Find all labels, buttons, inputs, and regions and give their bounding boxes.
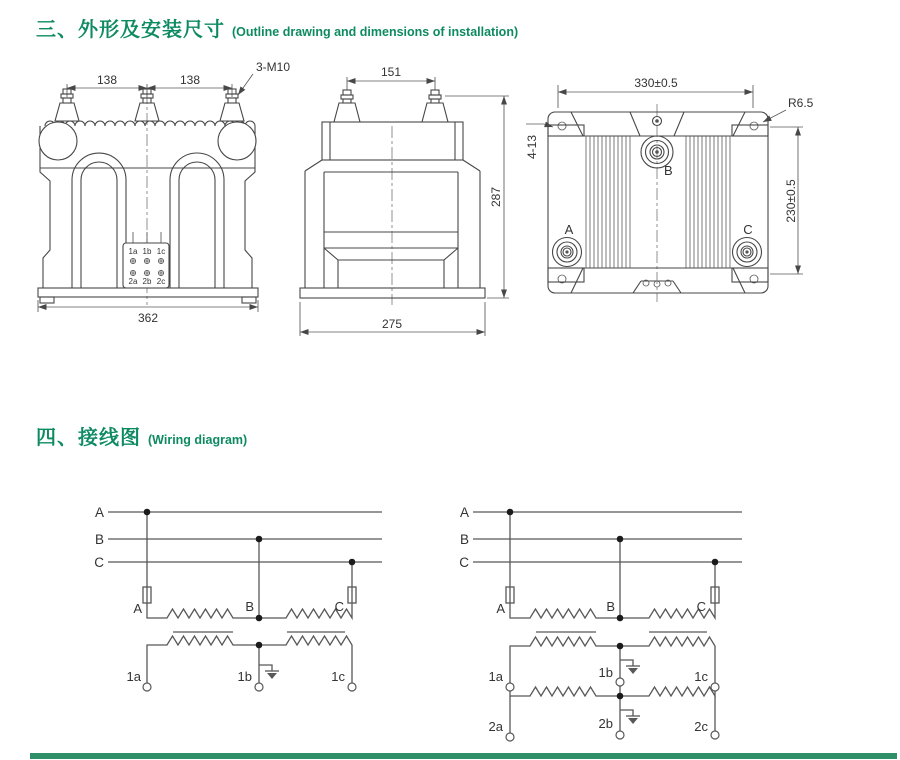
front-right-roller bbox=[218, 122, 256, 160]
top-bushing-C bbox=[733, 238, 762, 267]
wiring-right-diagram bbox=[459, 505, 742, 741]
terminal-label-1a: 1a bbox=[128, 247, 138, 256]
side-dim-287-label: 287 bbox=[489, 186, 503, 208]
side-head bbox=[305, 122, 480, 171]
wl-terminal-circles bbox=[143, 683, 356, 691]
terminal-label-2b: 2b bbox=[142, 277, 152, 286]
section-wiring-title-en: (Wiring diagram) bbox=[148, 433, 248, 447]
top-bushing-B-label: B bbox=[664, 163, 673, 178]
top-bands bbox=[548, 112, 768, 293]
front-dim-138-right-label: 138 bbox=[179, 73, 201, 87]
front-left-roller bbox=[39, 122, 77, 160]
wiring-left-bus-lines bbox=[108, 512, 382, 562]
footer-accent-bar bbox=[30, 753, 897, 759]
section-wiring-title-cn: 四、接线图 bbox=[36, 427, 141, 449]
front-dim-362-label: 362 bbox=[137, 311, 159, 325]
top-corner-radius-leader bbox=[763, 110, 786, 122]
wr-terminal-2c-label: 2c bbox=[694, 719, 708, 734]
wr-bus-B-label: B bbox=[459, 532, 469, 547]
top-view-drawing bbox=[525, 76, 814, 302]
side-bolts bbox=[334, 90, 448, 122]
top-bushing-A bbox=[553, 238, 582, 267]
top-bushing-A-label: A bbox=[564, 222, 574, 237]
wiring-right-bus-lines bbox=[473, 512, 742, 562]
wr-primary-C-label: C bbox=[696, 599, 706, 614]
terminal-label-2a: 2a bbox=[128, 277, 138, 286]
wiring-left-diagram bbox=[94, 505, 382, 691]
wr-terminal-1b-label: 1b bbox=[598, 665, 613, 680]
wl-terminal-1a-label: 1a bbox=[126, 669, 141, 684]
front-bolts bbox=[55, 89, 244, 121]
wr-ground-symbol-1 bbox=[620, 660, 640, 674]
section-outline-title-cn: 三、外形及安装尺寸 bbox=[36, 19, 225, 41]
section-outline-title-en: (Outline drawing and dimensions of installation) bbox=[232, 25, 519, 39]
terminal-label-1b: 1b bbox=[142, 247, 152, 256]
wl-junction-dots bbox=[144, 509, 356, 649]
side-body bbox=[300, 171, 485, 298]
terminal-label-2c: 2c bbox=[156, 277, 166, 286]
top-holes-callout-leader bbox=[526, 124, 553, 127]
wl-primary-B-label: B bbox=[245, 599, 254, 614]
wl-terminal-1c-label: 1c bbox=[331, 669, 345, 684]
front-bolt-callout-leader bbox=[238, 74, 253, 95]
wl-bus-A-label: A bbox=[94, 505, 104, 520]
wl-bus-C-label: C bbox=[94, 555, 104, 570]
wl-primary-A-label: A bbox=[133, 601, 142, 616]
top-mounting-holes bbox=[558, 122, 758, 283]
front-dim-138 bbox=[67, 84, 232, 97]
top-outline bbox=[548, 112, 768, 293]
wl-terminal-1b-label: 1b bbox=[237, 669, 252, 684]
wl-bus-B-label: B bbox=[94, 532, 104, 547]
wr-terminal-1a-label: 1a bbox=[488, 669, 503, 684]
front-bolt-callout-label: 3-M10 bbox=[256, 60, 291, 74]
top-dim-330-label: 330±0.5 bbox=[634, 76, 678, 90]
wr-terminal-1c-label: 1c bbox=[694, 669, 708, 684]
wr-ground-symbol-2 bbox=[620, 710, 640, 724]
wr-bus-A-label: A bbox=[459, 505, 469, 520]
front-left-profile bbox=[40, 168, 50, 288]
wr-secondary2-winding bbox=[510, 687, 715, 696]
wr-primary-A-label: A bbox=[496, 601, 505, 616]
terminal-label-1c: 1c bbox=[156, 247, 166, 256]
front-right-profile bbox=[245, 168, 255, 288]
front-terminal-leads bbox=[133, 232, 161, 243]
front-view-drawing bbox=[38, 60, 290, 325]
side-dim-275-label: 275 bbox=[381, 317, 403, 331]
top-holes-callout-label: 4-13 bbox=[525, 134, 539, 160]
wl-primary-C-label: C bbox=[334, 599, 344, 614]
front-corrugation bbox=[45, 121, 255, 126]
front-dim-138-left-label: 138 bbox=[96, 73, 118, 87]
wr-terminal-2a-label: 2a bbox=[488, 719, 503, 734]
top-fins-right bbox=[686, 136, 730, 268]
top-bushing-C-label: C bbox=[743, 222, 753, 237]
side-dim-151-label: 151 bbox=[380, 65, 402, 79]
wr-bus-C-label: C bbox=[459, 555, 469, 570]
top-center-bolt-core bbox=[655, 119, 659, 123]
top-fins-left bbox=[586, 136, 630, 268]
side-view-drawing bbox=[300, 65, 509, 336]
top-corner-radius-label: R6.5 bbox=[788, 96, 814, 110]
front-terminal-box bbox=[123, 243, 169, 288]
wr-terminal-2b-label: 2b bbox=[598, 716, 613, 731]
top-dim-230-label: 230±0.5 bbox=[784, 179, 798, 223]
front-base bbox=[38, 288, 258, 303]
wl-ground-symbol bbox=[259, 665, 279, 679]
wr-primary-B-label: B bbox=[606, 599, 615, 614]
